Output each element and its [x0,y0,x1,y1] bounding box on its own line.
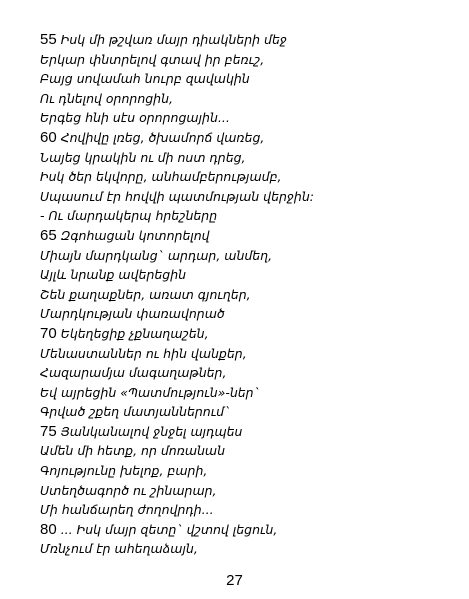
line-number: 65 [40,226,57,244]
poem-line [40,206,460,226]
poem-line [40,520,460,540]
line-text: Հազարամյա մագաղաթներ, [40,365,227,381]
poem-line [40,461,460,481]
poem-line [40,167,460,187]
line-text: - Ու մարդակերպ հրեշները [40,208,218,224]
poem-line [40,69,460,89]
line-text: ... Իսկ մայր զետը` վշտով լեցուն, [60,521,278,537]
line-text: Եվ այրեցին «Պատմություն»-ներ` [40,384,260,400]
line-number: 80 [40,520,57,538]
poem-line [40,481,460,501]
line-text: Եկեղեցիք չքնաղաշեն, [60,325,209,341]
poem-lines [40,30,460,559]
poem-line [40,402,460,422]
line-text: Ամեն մի հետք, որ մոռանան [40,443,226,459]
line-text: Գրված շքեղ մատյաններում` [40,404,231,420]
line-text: Ստեղծագործ ու շինարար, [40,482,217,498]
line-text: Մռնչում էր ահեղաձայն, [40,541,198,557]
line-text: Միայն մարդկանց` արդար, անմեղ, [40,247,273,263]
line-text: Իսկ մի թշվառ մայր դիակների մեջ [60,32,287,47]
poem-line [40,187,460,207]
page-number: 27 [226,572,243,589]
line-text: Բայց սովամահ նուրբ զավակին [40,71,250,87]
line-number: 55 [40,31,57,48]
poem-line [40,50,460,70]
line-text: Երգեց հնի սէս օրորոցային... [40,110,230,126]
line-text: Հովիվը լռեց, ծխամորճ վառեց, [60,129,265,145]
line-text: Գոյությունը խելոք, բարի, [40,463,208,479]
line-text: Իսկ ծեր եկվորը, անհամբերությամբ, [40,169,282,185]
poem-line [40,441,460,461]
line-text: Այլև նրանք ավերեցին [40,267,187,283]
poem-line [40,226,460,246]
line-text: Մի հանճարեղ ժողովրդի... [40,502,214,518]
line-text: Յանկանալով ջնջել այդպես [60,423,243,439]
poem-line [40,344,460,364]
line-text: Զգոհացան կոտորելով [60,227,210,243]
line-text: Սպասում էր հովվի պատմության վերջին: [40,188,314,204]
poem-line [40,89,460,109]
line-text: Մարդկության փառավորած [40,306,225,322]
poem-line [40,30,460,50]
poem-line [40,304,460,324]
line-number: 75 [40,422,57,440]
line-text: Նայեց կրակին ու մի ոստ դրեց, [40,149,246,165]
poem-line [40,422,460,442]
poem-line [40,324,460,344]
poem-line [40,363,460,383]
line-number: 70 [40,324,57,342]
poem-line [40,148,460,168]
poem-line [40,383,460,403]
line-text: Մենաստաններ ու հին վանքեր, [40,345,247,361]
line-text: Շեն քաղաքներ, առատ գյուղեր, [40,286,251,302]
line-number: 60 [40,128,57,146]
poem-line [40,265,460,285]
poem-line [40,285,460,305]
poem-line [40,500,460,520]
line-text: Երկար փնտրելով գտավ իր բեռւշ, [40,51,265,67]
line-text: Ու դնելով օրորոցին, [40,90,173,106]
poem-line [40,128,460,148]
poem-line [40,246,460,266]
poem-line [40,108,460,128]
poem-line [40,539,460,559]
